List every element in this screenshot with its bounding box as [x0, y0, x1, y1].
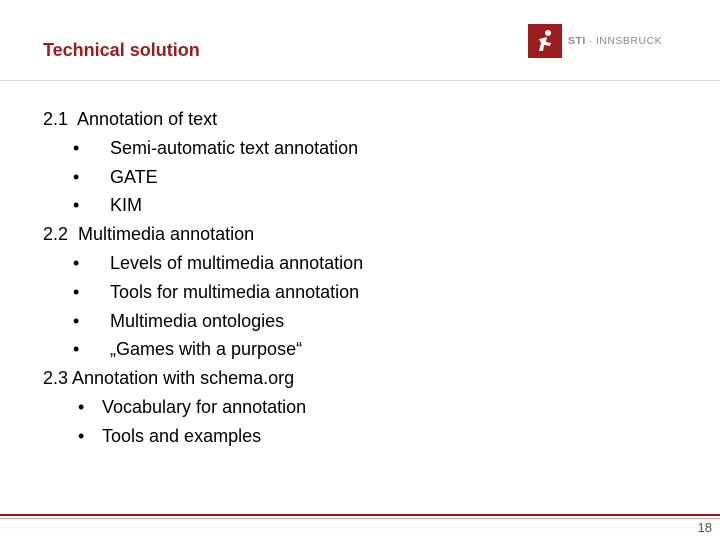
logo-wordmark [568, 35, 662, 47]
list-item-text: Semi-automatic text annotation [110, 137, 359, 158]
list-item [43, 335, 503, 364]
list-item-text: Levels of multimedia annotation [110, 252, 364, 273]
header-divider [0, 80, 720, 81]
list-item-text: Vocabulary for annotation [102, 396, 307, 417]
list-item [43, 249, 503, 278]
logo-brand: STI [568, 35, 586, 47]
bullet-icon: • [73, 137, 80, 158]
logo-figure-icon [528, 24, 562, 58]
bullet-icon: • [78, 396, 85, 417]
slide-title: Technical solution [43, 40, 200, 60]
sti-innsbruck-logo [528, 24, 662, 58]
footer-divider [0, 514, 720, 516]
bullet-icon: • [73, 339, 80, 360]
list-item [43, 163, 503, 192]
section-heading: 2.1 Annotation of text [43, 109, 218, 129]
list-item-text: „Games with a purpose“ [110, 339, 303, 360]
bullet-icon: • [73, 195, 80, 216]
list-item-text: KIM [110, 195, 143, 216]
bullet-icon: • [73, 166, 80, 187]
section-heading: 2.3 Annotation with schema.org [43, 368, 295, 389]
list-item [43, 307, 503, 336]
logo-separator: · [588, 35, 593, 47]
slide-content [43, 105, 503, 451]
section-heading: 2.2 Multimedia annotation [43, 224, 255, 245]
bullet-icon: • [73, 281, 80, 302]
list-item [43, 393, 503, 422]
logo-place: INNSBRUCK [595, 35, 663, 47]
list-item [43, 134, 503, 163]
list-item-text: Tools and examples [102, 425, 262, 446]
list-item [43, 422, 503, 451]
bullet-icon: • [73, 252, 80, 273]
footer-divider-thin [0, 518, 720, 519]
bullet-icon: • [73, 310, 80, 331]
page-number: 18 [697, 520, 712, 535]
list-item-text: Multimedia ontologies [110, 310, 285, 331]
list-item-text: GATE [110, 166, 158, 187]
list-item-text: Tools for multimedia annotation [110, 281, 360, 302]
bullet-icon: • [78, 425, 85, 446]
list-item [43, 191, 503, 220]
list-item [43, 278, 503, 307]
